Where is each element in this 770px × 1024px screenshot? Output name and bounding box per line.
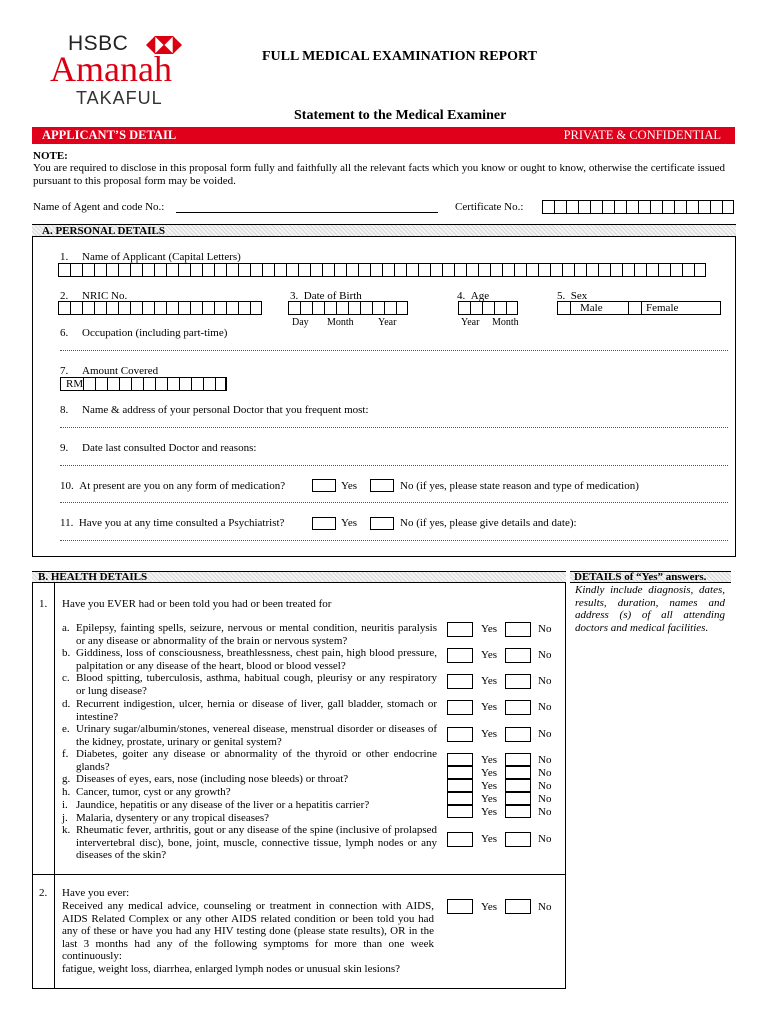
page-subtitle: Statement to the Medical Examiner [294, 108, 507, 123]
health-item-yes-label: Yes [481, 649, 498, 661]
age-cells[interactable] [458, 301, 518, 315]
health-item [62, 647, 437, 672]
health-item-letter: i. [62, 799, 68, 811]
health-item-yes-label: Yes [481, 806, 498, 818]
q11-no-checkbox[interactable] [370, 517, 394, 530]
health-item-no-label: No [538, 833, 552, 845]
health-item-no-label: No [538, 754, 552, 766]
health-item-yes-checkbox[interactable] [447, 727, 473, 742]
sex-male-checkbox[interactable] [558, 302, 571, 314]
health-item-text: Cancer, tumor, cyst or any growth? [76, 786, 231, 798]
health-item-text: Malaria, dysentery or any tropical diseases? [76, 812, 270, 824]
health-item [62, 786, 437, 799]
health-item [62, 698, 437, 723]
b-q1-number: 1. [39, 598, 48, 610]
health-item-letter: a. [62, 622, 70, 634]
health-item-yes-checkbox[interactable] [447, 832, 473, 847]
banner-right-label: PRIVATE & CONFIDENTIAL [563, 128, 721, 142]
health-item-yes-label: Yes [481, 675, 498, 687]
health-item-no-checkbox[interactable] [505, 805, 531, 818]
b-q1-text: Have you EVER had or been told you had or been treated for [62, 598, 332, 610]
b-q2-no-label: No [538, 901, 552, 913]
section-a-header [32, 224, 736, 237]
medication-line[interactable] [60, 502, 728, 503]
health-item [62, 672, 437, 697]
health-item-no-label: No [538, 701, 552, 713]
nric-cells[interactable] [58, 301, 262, 315]
q11-label: 11. Have you at any time consulted a Psychiatrist? [60, 517, 285, 529]
b-q2-yes-label: Yes [481, 901, 498, 913]
amount-covered-field[interactable] [60, 377, 226, 391]
health-item-no-label: No [538, 780, 552, 792]
q2-label: 2. NRIC No. [60, 290, 128, 302]
health-item-letter: j. [62, 812, 68, 824]
dob-cells[interactable] [288, 301, 408, 315]
dob-month-label: Month [327, 317, 354, 328]
rm-label: RM [66, 378, 84, 390]
q10-label: 10. At present are you on any form of medication? [60, 480, 286, 492]
health-item-text: Recurrent indigestion, ulcer, hernia or disease of liver, gall bladder, stomach or intestine? [76, 698, 437, 723]
logo-hsbc-text: HSBC [68, 32, 129, 55]
q10-yes-label: Yes [341, 480, 358, 492]
health-item [62, 799, 437, 812]
occupation-line[interactable] [60, 350, 728, 351]
health-item-yes-checkbox[interactable] [447, 622, 473, 637]
logo-takaful-text: TAKAFUL [76, 88, 163, 108]
amount-cells[interactable] [83, 377, 227, 391]
health-item-yes-checkbox[interactable] [447, 766, 473, 779]
psychiatrist-line[interactable] [60, 540, 728, 541]
health-item [62, 812, 437, 825]
applicant-name-cells[interactable] [58, 263, 706, 277]
health-item-yes-checkbox[interactable] [447, 674, 473, 689]
health-item-no-checkbox[interactable] [505, 832, 531, 847]
health-item-text: Blood spitting, tuberculosis, asthma, habitual cough, pleurisy or any respiratory or lung disease? [76, 672, 437, 697]
health-item-letter: b. [62, 647, 71, 659]
health-item-letter: g. [62, 773, 71, 785]
health-item-yes-checkbox[interactable] [447, 648, 473, 663]
health-item-yes-checkbox[interactable] [447, 753, 473, 766]
health-item-text: Jaundice, hepatitis or any disease of the liver or a hepatitis carrier? [76, 799, 370, 811]
b-q2-yes-checkbox[interactable] [447, 899, 473, 914]
health-item-yes-checkbox[interactable] [447, 805, 473, 818]
dob-day-label: Day [292, 317, 309, 328]
q10-no-checkbox[interactable] [370, 479, 394, 492]
health-item-text: Diseases of eyes, ears, nose (including nose bleeds) or throat? [76, 773, 349, 785]
health-item [62, 748, 437, 773]
q7-label: 7. Amount Covered [60, 365, 159, 377]
health-item-yes-label: Yes [481, 780, 498, 792]
q9-label: 9. Date last consulted Doctor and reasons: [60, 442, 257, 454]
q11-yes-label: Yes [341, 517, 358, 529]
health-item-no-checkbox[interactable] [505, 622, 531, 637]
health-item-letter: e. [62, 723, 70, 735]
q6-label: 6. Occupation (including part-time) [60, 327, 228, 339]
health-item-yes-label: Yes [481, 793, 498, 805]
health-item-text: Epilepsy, fainting spells, seizure, nervous or mental condition, neuritis paralysis or any disease or abnormality of the brain or nervous system? [76, 622, 437, 647]
health-item-no-label: No [538, 728, 552, 740]
page-title: FULL MEDICAL EXAMINATION REPORT [262, 49, 537, 64]
q11-no-label: No (if yes, please give details and date): [400, 517, 577, 529]
sex-female-label: Female [646, 302, 679, 314]
age-month-label: Month [492, 317, 519, 328]
agent-label: Name of Agent and code No.: [33, 201, 165, 213]
sex-male-label: Male [580, 302, 603, 314]
health-item-yes-label: Yes [481, 623, 498, 635]
certificate-label: Certificate No.: [455, 201, 524, 213]
health-item-yes-checkbox[interactable] [447, 700, 473, 715]
health-item-no-checkbox[interactable] [505, 700, 531, 715]
logo-amanah-text: Amanah [50, 49, 172, 89]
health-item-letter: c. [62, 672, 70, 684]
health-item-yes-label: Yes [481, 754, 498, 766]
b-q2-text: Received any medical advice, counseling or treatment in connection with AIDS, AIDS Related Complex or any other AIDS related condition or been told you had any of these or have you had any HIV testing done (please state results), OR in the last 3 months had any of the following symptoms for more than one week continuously: [62, 900, 434, 963]
section-b-row-divider [32, 874, 566, 875]
b-q2-heading: Have you ever: [62, 887, 130, 899]
details-title: DETAILS of “Yes” answers. [574, 571, 707, 583]
certificate-number-cells[interactable] [542, 200, 734, 214]
health-item [62, 622, 437, 647]
q5-label: 5. Sex [557, 290, 588, 302]
q10-no-label: No (if yes, please state reason and type of medication) [400, 480, 639, 492]
health-item [62, 773, 437, 786]
b-q2-tail: fatigue, weight loss, diarrhea, enlarged lymph nodes or unusual skin lesions? [62, 963, 400, 975]
sex-options [557, 301, 721, 315]
section-b-number-column-divider [54, 583, 55, 989]
b-q2-no-checkbox[interactable] [505, 899, 531, 914]
details-header [570, 571, 731, 583]
health-item [62, 824, 437, 862]
logo [40, 32, 210, 110]
health-item-no-checkbox[interactable] [505, 727, 531, 742]
agent-input-line[interactable] [176, 212, 438, 213]
age-year-label: Year [461, 317, 480, 328]
health-item-no-checkbox[interactable] [505, 674, 531, 689]
sex-female-checkbox[interactable] [628, 302, 642, 314]
health-item-yes-checkbox[interactable] [447, 779, 473, 792]
health-item-letter: h. [62, 786, 71, 798]
health-item-letter: k. [62, 824, 71, 836]
health-item-no-label: No [538, 649, 552, 661]
health-item-yes-label: Yes [481, 767, 498, 779]
health-item-text: Rheumatic fever, arthritis, gout or any disease of the spine (inclusive of prolapsed intervertebral disc), bone, joint, muscle, connective tissue, lymph nodes or any diseases of the skin? [76, 824, 437, 862]
health-item-letter: f. [62, 748, 69, 760]
section-b-title: B. HEALTH DETAILS [38, 571, 148, 583]
details-instructions: Kindly include diagnosis, dates, results, duration, names and address (s) of all attending doctors and medical facilities. [575, 584, 725, 634]
health-item-no-checkbox[interactable] [505, 753, 531, 766]
health-item-no-checkbox[interactable] [505, 648, 531, 663]
q1-label: 1. Name of Applicant (Capital Letters) [60, 251, 241, 263]
health-item-no-label: No [538, 623, 552, 635]
section-b-header [32, 571, 566, 583]
health-item-letter: d. [62, 698, 71, 710]
health-item-no-label: No [538, 806, 552, 818]
q10-yes-checkbox[interactable] [312, 479, 336, 492]
dob-year-label: Year [378, 317, 397, 328]
doctor-line[interactable] [60, 427, 728, 428]
b-q2-number: 2. [39, 887, 48, 899]
health-item-no-label: No [538, 793, 552, 805]
health-item-no-checkbox[interactable] [505, 766, 531, 779]
health-item-yes-checkbox[interactable] [447, 792, 473, 805]
health-item-no-checkbox[interactable] [505, 779, 531, 792]
banner-left-label: APPLICANT’S DETAIL [42, 128, 177, 142]
q11-yes-checkbox[interactable] [312, 517, 336, 530]
q3-label: 3. Date of Birth [290, 290, 362, 302]
note-label: NOTE: [33, 150, 68, 162]
section-a-title: A. PERSONAL DETAILS [42, 225, 165, 237]
health-item-yes-label: Yes [481, 728, 498, 740]
note-text: You are required to disclose in this proposal form fully and faithfully all the relevant facts which you know or ought to know, otherwise the certificate issued pursuant to this proposal form may be voided. [33, 162, 725, 187]
health-item-no-label: No [538, 767, 552, 779]
health-item-yes-label: Yes [481, 833, 498, 845]
health-item-yes-label: Yes [481, 701, 498, 713]
health-item [62, 723, 437, 748]
q8-label: 8. Name & address of your personal Doctor that you frequent most: [60, 404, 369, 416]
health-item-no-label: No [538, 675, 552, 687]
health-item-text: Urinary sugar/albumin/stones, venereal disease, menstrual disorder or diseases of the kidney, prostate, urinary or genital system? [76, 723, 437, 748]
health-item-text: Giddiness, loss of consciousness, breathlessness, chest pain, high blood pressure, palpitation or any disease of the heart, blood or blood vessel? [76, 647, 437, 672]
health-item-text: Diabetes, goiter any disease or abnormality of the thyroid or other endocrine glands? [76, 748, 437, 773]
q4-label: 4. Age [457, 290, 490, 302]
health-item-no-checkbox[interactable] [505, 792, 531, 805]
applicant-detail-banner [32, 127, 735, 144]
last-consulted-line[interactable] [60, 465, 728, 466]
